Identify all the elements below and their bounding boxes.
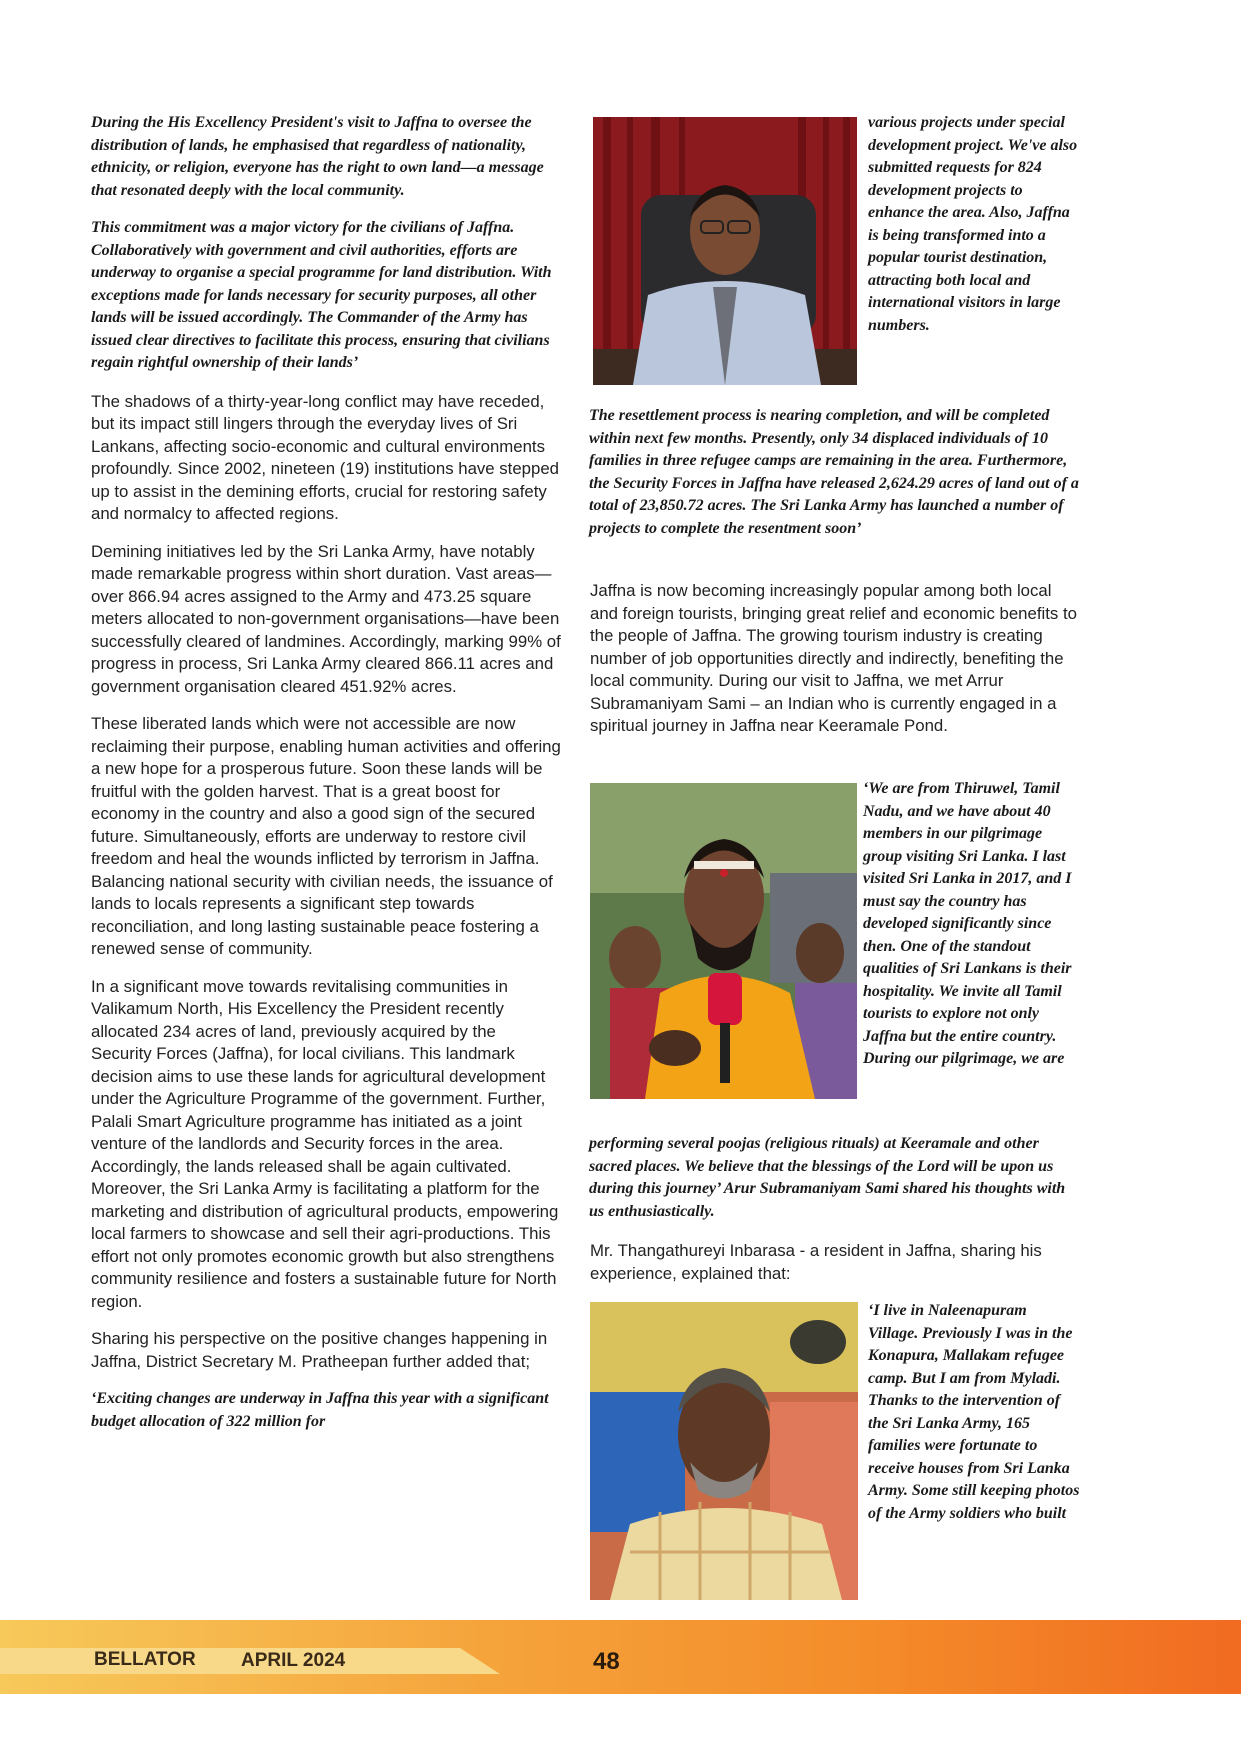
photo-pilgrim [590, 783, 857, 1099]
paragraph-liberated-lands: These liberated lands which were not accessible are now reclaiming their purpose, enabling human activities and offering a new hope for a prosperous future. Soon these lands will be fruitful with the golden harvest. That is a great boost for economy in the country and also a good sign of the secured future. Simultaneously, efforts are underway to restore civil freedom and heal the wounds inflicted by terrorism in Jaffna. Balancing national security with civilian needs, the issuance of lands to locals represents a significant step towards reconciliation, and long lasting sustainable peace fostering a renewed sense of community. [91, 714, 561, 958]
page-number: 48 [593, 1648, 620, 1675]
paragraph-tourism-wrap [590, 580, 1080, 738]
quote-resettlement: The resettlement process is nearing completion, and will be completed within next few months. Presently, only 34 displaced individuals of 10 families in three refugee camps are remaining in the area. Furthermore, the Security Forces in Jaffna have released 2,624.29 acres of land out of a total of 23,850.72 acres. The Sri Lanka Army has launched a number of projects to complete the resentment soon’ [589, 407, 1079, 537]
paragraph-resident: Mr. Thangathureyi Inbarasa - a resident in Jaffna, sharing his experience, explained that: [590, 1241, 1042, 1283]
paragraph-valikamum: In a significant move towards revitalising communities in Valikamum North, His Excellency the President recently allocated 234 acres of land, previously acquired by the Security Forces (Jaffna), for local civilians. This landmark decision aims to use these lands for agricultural development under the Agriculture Programme of the government. Further, Palali Smart Agriculture programme has initiated as a joint venture of the landlords and Security forces in the area. Accordingly, the lands released shall be again cultivated. Moreover, the Sri Lanka Army is facilitating a platform for the marketing and distribution of agricultural products, empowering local farmers to showcase and sell their agri-productions. This effort not only promotes economic growth but also strengthens community resilience and fosters a sustainable future for North region. [91, 976, 559, 1311]
quote-side-text: various projects under special development project. We've also submitted requests for 824 development projects to enhance the area. Also, Jaffna is being transformed into a popular tourist destination, attracting both local and international visitors in large numbers. [868, 114, 1078, 334]
footer-brand: BELLATOR [94, 1649, 196, 1670]
quote-commitment: This commitment was a major victory for the civilians of Jaffna. Collaboratively with government and civil authorities, efforts are underway to organise a special programme for land distribution. With exceptions made for lands necessary for security purposes, all other lands will be issued accordingly. The Commander of the Army has issued clear directives to facilitate this process, ensuring that civilians regain rightful ownership of their lands’ [91, 219, 552, 371]
quote-resident-text: ‘I live in Naleenapuram Village. Previously I was in the Konapura, Mallakam refugee camp. But I am from Myladi. Thanks to the intervention of the Sri Lanka Army, 165 families were fortunate to receive houses from Sri Lanka Army. Some still keeping photos of the Army soldiers who built [868, 1302, 1080, 1522]
quote-pilgrim-full [589, 1133, 1079, 1223]
quote-budget: ‘Exciting changes are underway in Jaffna this year with a significant budget allocation of 322 million for [91, 1390, 549, 1430]
paragraph-district-secretary: Sharing his perspective on the positive changes happening in Jaffna, District Secretary M. Pratheepan further added that; [91, 1329, 548, 1371]
quote-district-secretary-full [589, 405, 1079, 540]
quote-resident-side [868, 1300, 1080, 1525]
quote-president: During the His Excellency President's visit to Jaffna to oversee the distribution of lands, he emphasised that regardless of nationality, ethnicity, or religion, everyone has the right to own land—a message that resonated deeply with the local community. [91, 114, 544, 199]
quote-pilgrim-side [863, 778, 1078, 1071]
photo-district-secretary [593, 117, 857, 385]
photo-resident [590, 1302, 858, 1600]
paragraph-demining: Demining initiatives led by the Sri Lanka Army, have notably made remarkable progress within short duration. Vast areas—over 866.94 acres assigned to the Army and 473.25 square meters allocated to non-government organisations—have been successfully cleared of landmines. Accordingly, marking 99% of progress in process, Sri Lanka Army cleared 866.11 acres and government organisation cleared 451.92% acres. [91, 541, 561, 696]
quote-pilgrim-side-text: ‘We are from Thiruwel, Tamil Nadu, and we have about 40 members in our pilgrimage group visiting Sri Lanka. I last visited Sri Lanka in 2017, and I must say the country has developed significantly since then. One of the standout qualities of Sri Lankans is their hospitality. We invite all Tamil tourists to explore not only Jaffna but the entire country. During our pilgrimage, we are [863, 780, 1072, 1067]
quote-district-secretary-side [868, 112, 1078, 337]
quote-pilgrim-text: performing several poojas (religious rituals) at Keeramale and other sacred places. We believe that the blessings of the Lord will be upon us during this journey’ Arur Subramaniyam Sami shared his thoughts with us enthusiastically. [589, 1135, 1066, 1220]
paragraph-resident-wrap [590, 1240, 1080, 1285]
left-column [91, 112, 561, 1433]
paragraph-tourism: Jaffna is now becoming increasingly popular among both local and foreign tourists, bringing great relief and economic benefits to the people of Jaffna. The growing tourism industry is creating number of job opportunities directly and indirectly, benefiting the local community. During our visit to Jaffna, we met Arrur Subramaniyam Sami – an Indian who is currently engaged in a spiritual journey in Jaffna near Keeramale Pond. [590, 581, 1077, 735]
footer-date: APRIL 2024 [241, 1650, 346, 1671]
paragraph-conflict: The shadows of a thirty-year-long conflict may have receded, but its impact still lingers through the everyday lives of Sri Lankans, affecting socio-economic and cultural environments profoundly. Since 2002, nineteen (19) institutions have stepped up to assist in the demining efforts, crucial for restoring safety and normalcy to affected regions. [91, 391, 560, 523]
